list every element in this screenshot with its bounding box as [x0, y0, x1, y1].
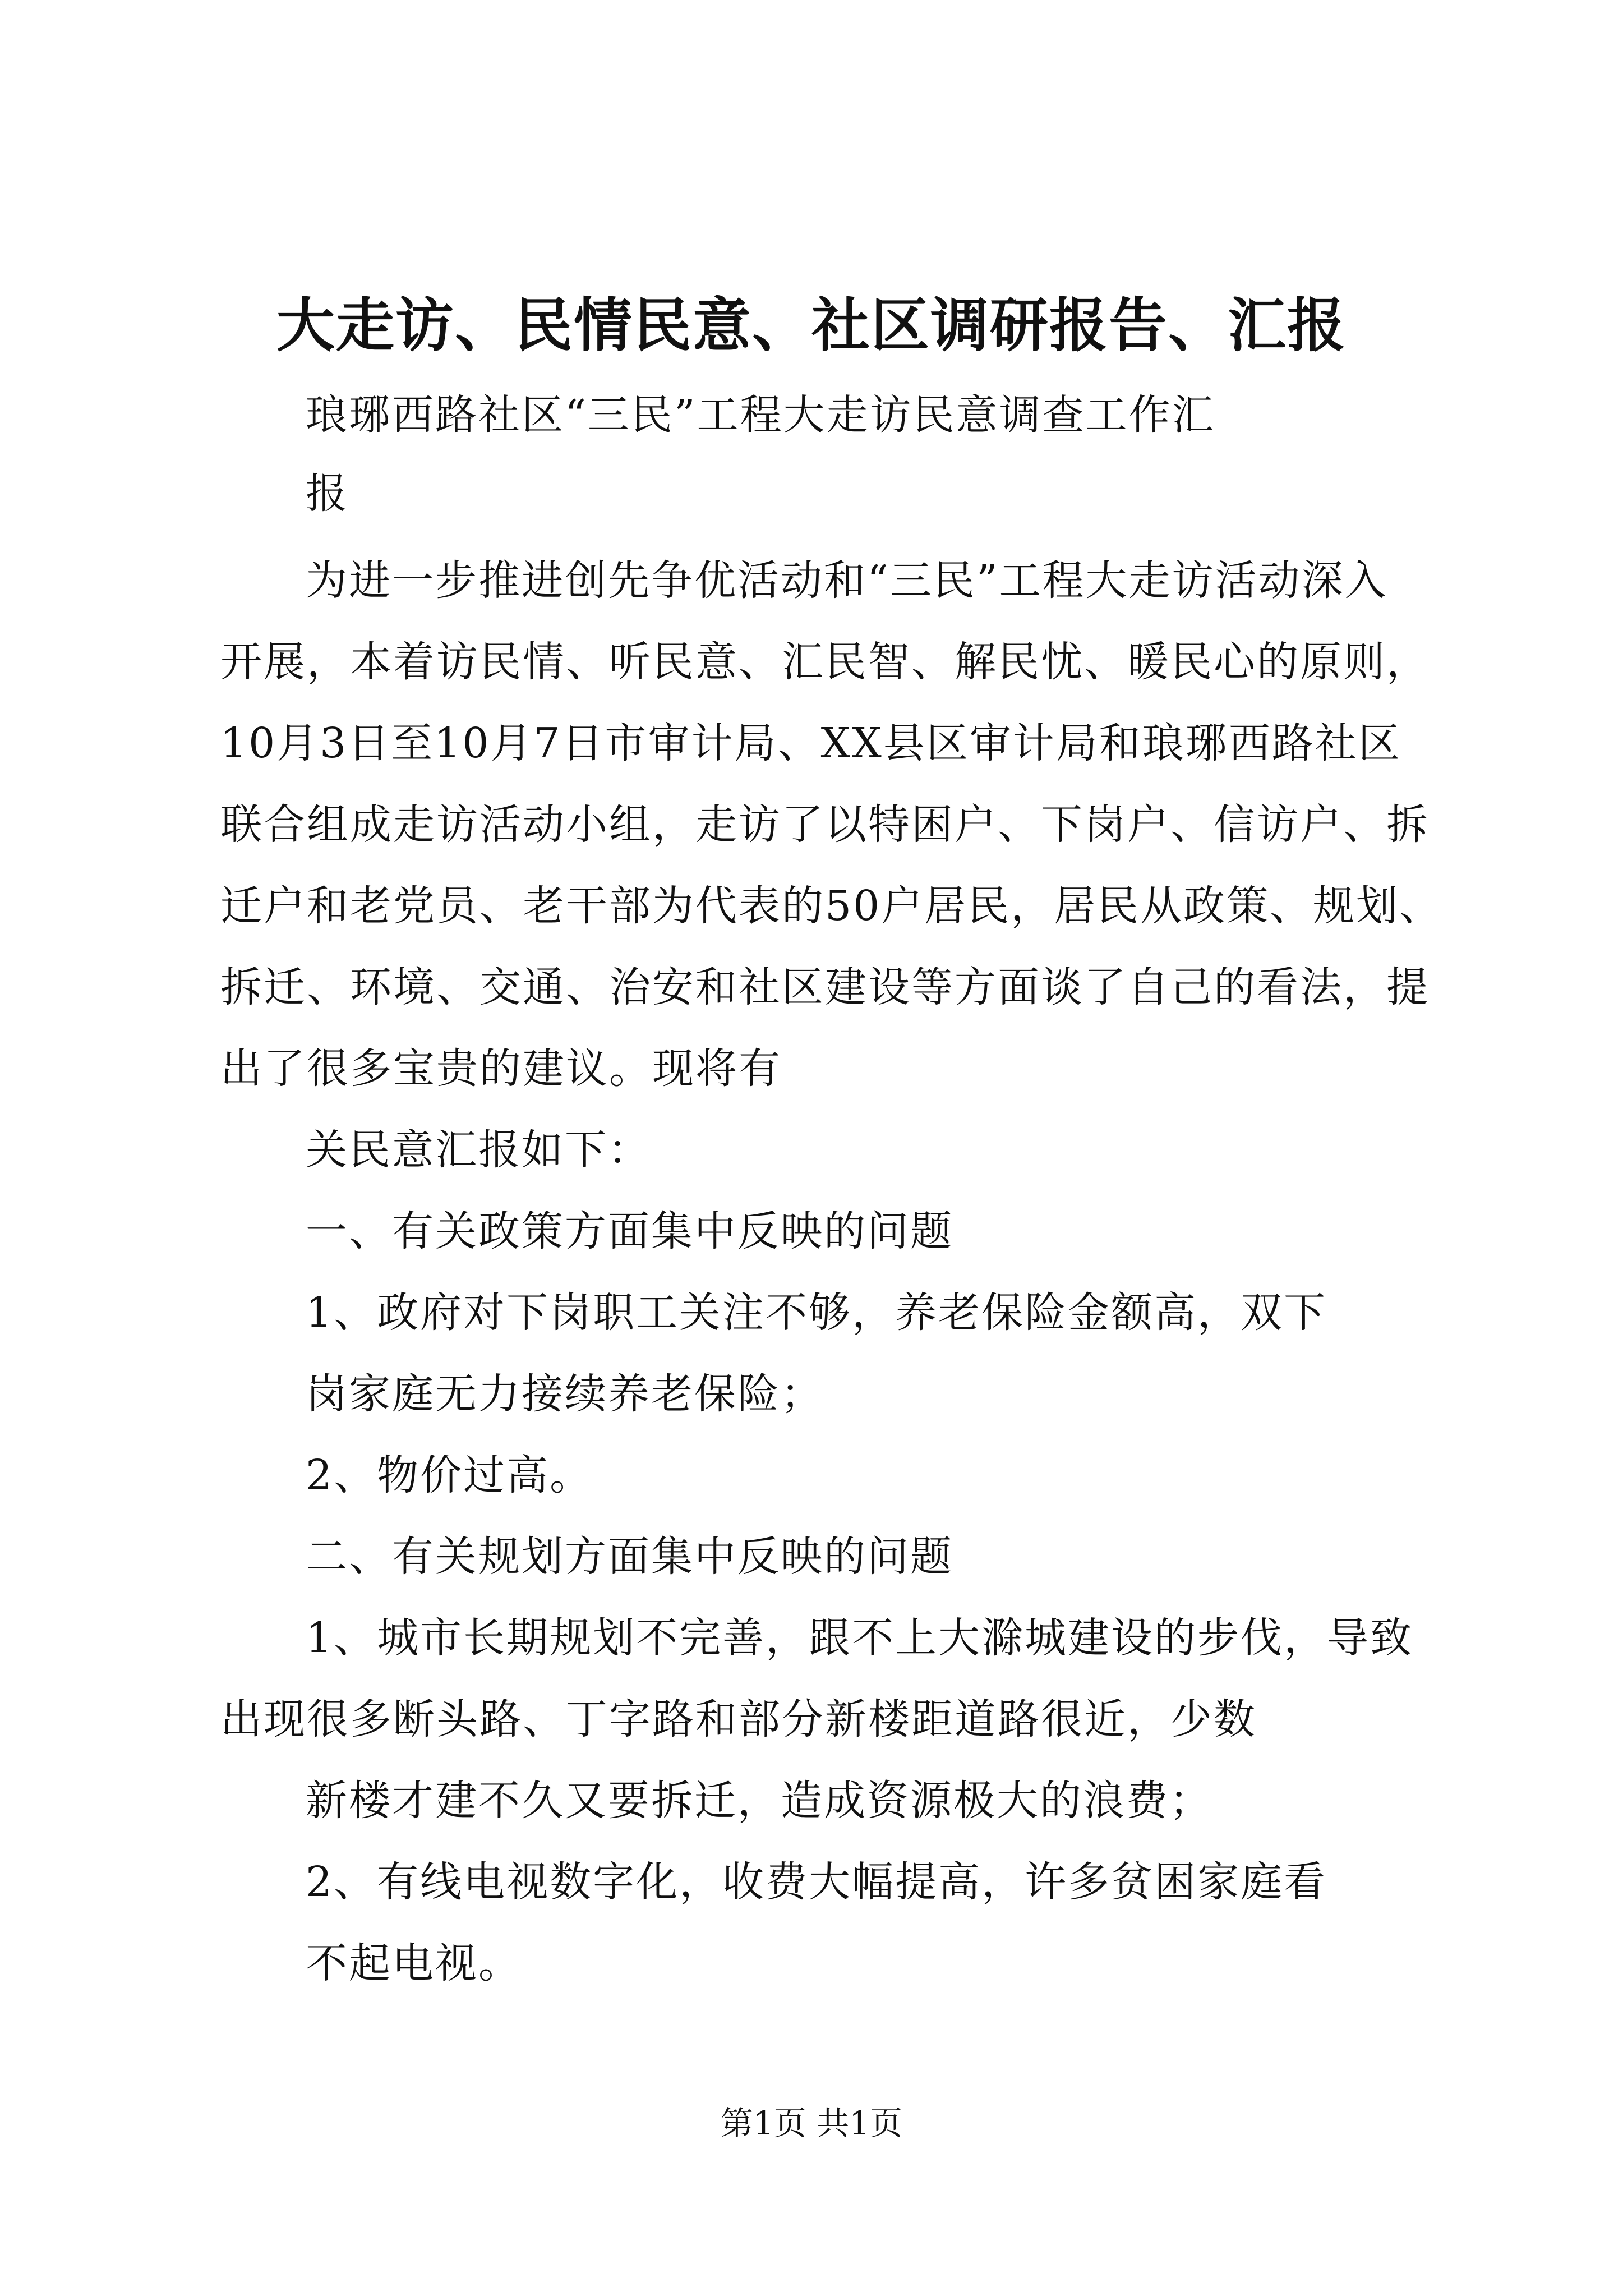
list-item: 1、政府对下岗职工关注不够，养老保险金额高，双下	[306, 1289, 1327, 1337]
list-item: 岗家庭无力接续养老保险；	[306, 1370, 824, 1418]
list-item: 2、物价过高。	[306, 1451, 593, 1499]
subtitle-line-2: 报	[306, 470, 349, 518]
section-heading-planning: 二、有关规划方面集中反映的问题	[306, 1533, 953, 1581]
list-item: 新楼才建不久又要拆迁，造成资源极大的浪费；	[306, 1777, 1212, 1825]
paragraph-line: 10月3日至10月7日市审计局、XX县区审计局和琅琊西路社区	[220, 719, 1401, 767]
document-title: 大走访、民情民意、社区调研报告、汇报	[276, 291, 1347, 360]
list-item: 1、城市长期规划不完善，跟不上大滁城建设的步伐，导致	[306, 1614, 1414, 1662]
paragraph-line: 出了很多宝贵的建议。现将有	[220, 1045, 782, 1093]
list-item: 不起电视。	[306, 1939, 522, 1987]
paragraph-line: 关民意汇报如下：	[306, 1126, 651, 1174]
section-heading-policy: 一、有关政策方面集中反映的问题	[306, 1207, 953, 1255]
subtitle-line-1: 琅琊西路社区“三民”工程大走访民意调查工作汇	[306, 391, 1215, 439]
list-item: 出现很多断头路、丁字路和部分新楼距道路很近，少数	[220, 1695, 1257, 1743]
list-item: 2、有线电视数字化，收费大幅提高，许多贫困家庭看	[306, 1858, 1327, 1906]
page-footer: 第1页 共1页	[720, 2104, 903, 2142]
paragraph-line: 联合组成走访活动小组，走访了以特困户、下岗户、信访户、拆	[220, 800, 1430, 849]
paragraph-line: 开展，本着访民情、听民意、汇民智、解民忧、暖民心的原则，	[220, 638, 1430, 686]
paragraph-line: 迁户和老党员、老干部为代表的50户居民，居民从政策、规划、	[220, 882, 1443, 930]
paragraph-line: 拆迁、环境、交通、治安和社区建设等方面谈了自己的看法，提	[220, 963, 1430, 1011]
paragraph-line: 为进一步推进创先争优活动和“三民”工程大走访活动深入	[306, 556, 1388, 605]
